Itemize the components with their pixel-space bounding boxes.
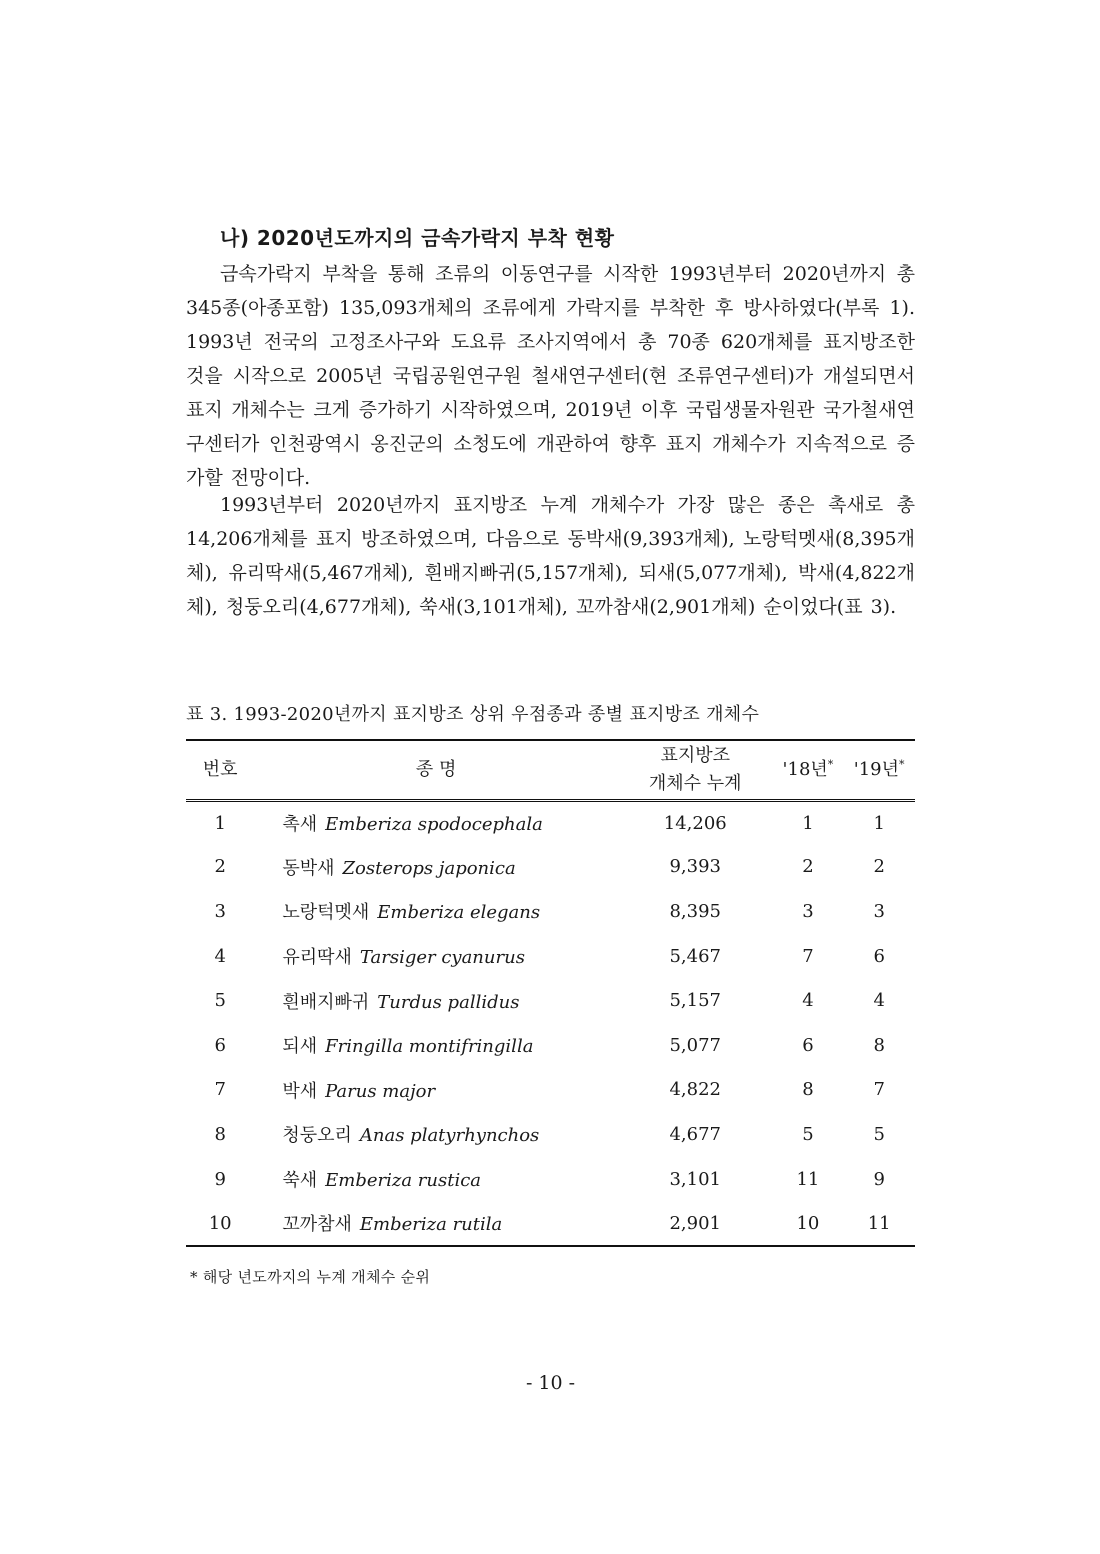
species-scientific-name: Fringilla montifringilla xyxy=(325,1036,534,1058)
species-scientific-name: Turdus pallidus xyxy=(377,991,520,1013)
cell-species xyxy=(254,889,618,934)
cell-2019-rank: 7 xyxy=(873,1079,885,1101)
body-paragraph-2: 1993년부터 2020년까지 표지방조 누계 개체수가 가장 많은 종은 촉새로 총 14,206개체를 표지 방조하였으며, 다음으로 동박새(9,393개체), 노랑턱멧새(8,395개체), 유리딱새(5,467개체), 흰배지빠귀(5,157개체), 되새(5,077개체), 박새(4,822개체), 청둥오리(4,677개체), 쑥새(3,101개체), 꼬까참새(2,901개체) 순이었다(표 3). xyxy=(186,494,915,618)
header-total-line-1: 표지방조 xyxy=(660,744,731,766)
section-heading: 나) 2020년도까지의 금속가락지 부착 현황 xyxy=(220,226,615,250)
table-row xyxy=(186,1201,915,1246)
cell-2019-rank: 4 xyxy=(873,990,885,1012)
table-body xyxy=(186,800,915,1246)
table-row xyxy=(186,1068,915,1113)
page-number: - 10 - xyxy=(525,1372,576,1394)
cell-number: 6 xyxy=(214,1034,226,1056)
cell-species xyxy=(254,1112,618,1157)
species-korean-name: 쑥새 xyxy=(282,1170,318,1192)
cell-cumulative-total: 8,395 xyxy=(669,900,721,922)
cell-cumulative-total: 4,822 xyxy=(669,1079,721,1101)
table-row xyxy=(186,845,915,890)
cell-number: 10 xyxy=(186,1201,254,1246)
cell-number: 3 xyxy=(214,900,226,922)
table-row xyxy=(186,800,915,845)
species-korean-name: 꼬까참새 xyxy=(282,1214,352,1236)
cell-species xyxy=(254,1201,618,1246)
table-caption: 표 3. 1993-2020년까지 표지방조 상위 우점종과 종별 표지방조 개체수 xyxy=(186,704,760,725)
cell-2019-rank: 3 xyxy=(873,900,885,922)
species-scientific-name: Emberiza rustica xyxy=(325,1170,482,1192)
cell-cumulative-total: 2,901 xyxy=(618,1201,773,1246)
header-number: 번호 xyxy=(186,740,254,800)
species-korean-name: 노랑턱멧새 xyxy=(282,902,370,924)
header-species-name: 종 명 xyxy=(254,740,618,800)
species-scientific-name: Emberiza rutila xyxy=(359,1214,503,1236)
species-korean-name: 흰배지빠귀 xyxy=(282,991,370,1013)
cell-species xyxy=(254,934,618,979)
table-row xyxy=(186,934,915,979)
cell-species xyxy=(254,845,618,890)
species-scientific-name: Anas platyrhynchos xyxy=(359,1125,540,1147)
species-table xyxy=(186,739,915,1247)
cell-cumulative-total: 4,677 xyxy=(669,1123,721,1145)
cell-number: 8 xyxy=(214,1123,226,1145)
cell-2018-rank: 6 xyxy=(802,1034,814,1056)
header-2018-label: '18년 xyxy=(782,758,828,780)
table-row xyxy=(186,889,915,934)
cell-cumulative-total: 5,157 xyxy=(669,990,721,1012)
cell-number: 2 xyxy=(214,856,226,878)
header-cumulative-total xyxy=(618,740,773,800)
cell-number: 5 xyxy=(214,990,226,1012)
cell-number: 7 xyxy=(214,1079,226,1101)
cell-number: 4 xyxy=(214,945,226,967)
species-scientific-name: Parus major xyxy=(325,1080,436,1102)
species-korean-name: 유리딱새 xyxy=(282,947,352,969)
cell-species xyxy=(254,1023,618,1068)
species-korean-name: 청둥오리 xyxy=(282,1125,352,1147)
species-scientific-name: Tarsiger cyanurus xyxy=(359,947,525,969)
cell-species xyxy=(254,1157,618,1202)
table-header-row xyxy=(186,740,915,800)
cell-cumulative-total: 9,393 xyxy=(669,856,721,878)
table-row xyxy=(186,978,915,1023)
cell-2018-rank: 1 xyxy=(802,812,814,834)
cell-species xyxy=(254,800,618,845)
cell-cumulative-total: 5,467 xyxy=(669,945,721,967)
header-2018-rank xyxy=(773,740,844,800)
cell-cumulative-total: 5,077 xyxy=(669,1034,721,1056)
cell-2019-rank: 8 xyxy=(873,1034,885,1056)
cell-2018-rank: 3 xyxy=(802,900,814,922)
cell-2019-rank: 9 xyxy=(873,1168,885,1190)
cell-2019-rank: 6 xyxy=(873,945,885,967)
species-korean-name: 되새 xyxy=(282,1036,318,1058)
cell-species xyxy=(254,978,618,1023)
species-scientific-name: Emberiza elegans xyxy=(377,902,541,924)
species-scientific-name: Zosterops japonica xyxy=(342,857,516,879)
species-scientific-name: Emberiza spodocephala xyxy=(325,814,543,836)
body-paragraph-1: 금속가락지 부착을 통해 조류의 이동연구를 시작한 1993년부터 2020년까지 총 345종(아종포함) 135,093개체의 조류에게 가락지를 부착한 후 방사하였다(부록 1). 1993년 전국의 고정조사구와 도요류 조사지역에서 총 70종 620개체를 표지방조한 것을 시작으로 2005년 국립공원연구원 철새연구센터(현 조류연구센터)가 개설되면서 표지 개체수는 크게 증가하기 시작하였으며, 2019년 이후 국립생물자원관 국가철새연구센터가 인천광역시 옹진군의 소청도에 개관하여 향후 표지 개체수가 지속적으로 증가할 전망이다. xyxy=(186,263,915,489)
cell-2018-rank: 4 xyxy=(802,990,814,1012)
cell-2018-rank: 8 xyxy=(802,1079,814,1101)
header-2018-footnote-mark: * xyxy=(827,757,834,771)
header-2019-label: '19년 xyxy=(853,758,900,780)
species-korean-name: 박새 xyxy=(282,1080,318,1102)
cell-2018-rank: 11 xyxy=(796,1168,820,1190)
cell-2019-rank: 2 xyxy=(873,856,885,878)
table-row xyxy=(186,1157,915,1202)
header-total-line-2: 개체수 누계 xyxy=(648,772,742,794)
cell-number: 9 xyxy=(214,1168,226,1190)
cell-2019-rank: 11 xyxy=(843,1201,915,1246)
cell-cumulative-total: 3,101 xyxy=(669,1168,721,1190)
table-footnote: * 해당 년도까지의 누계 개체수 순위 xyxy=(190,1268,431,1286)
species-table-grid xyxy=(186,739,915,1247)
cell-number: 1 xyxy=(214,812,226,834)
header-2019-rank xyxy=(843,740,915,800)
cell-2018-rank: 7 xyxy=(802,945,814,967)
cell-2019-rank: 5 xyxy=(873,1123,885,1145)
cell-species xyxy=(254,1068,618,1113)
cell-2018-rank: 10 xyxy=(773,1201,844,1246)
cell-cumulative-total: 14,206 xyxy=(663,812,727,834)
species-korean-name: 동박새 xyxy=(282,857,335,879)
header-2019-footnote-mark: * xyxy=(899,757,905,771)
species-korean-name: 촉새 xyxy=(282,814,318,836)
cell-2018-rank: 2 xyxy=(802,856,814,878)
table-row xyxy=(186,1023,915,1068)
document-page xyxy=(186,0,915,1554)
cell-2018-rank: 5 xyxy=(802,1123,814,1145)
table-row xyxy=(186,1112,915,1157)
cell-2019-rank: 1 xyxy=(873,812,885,834)
